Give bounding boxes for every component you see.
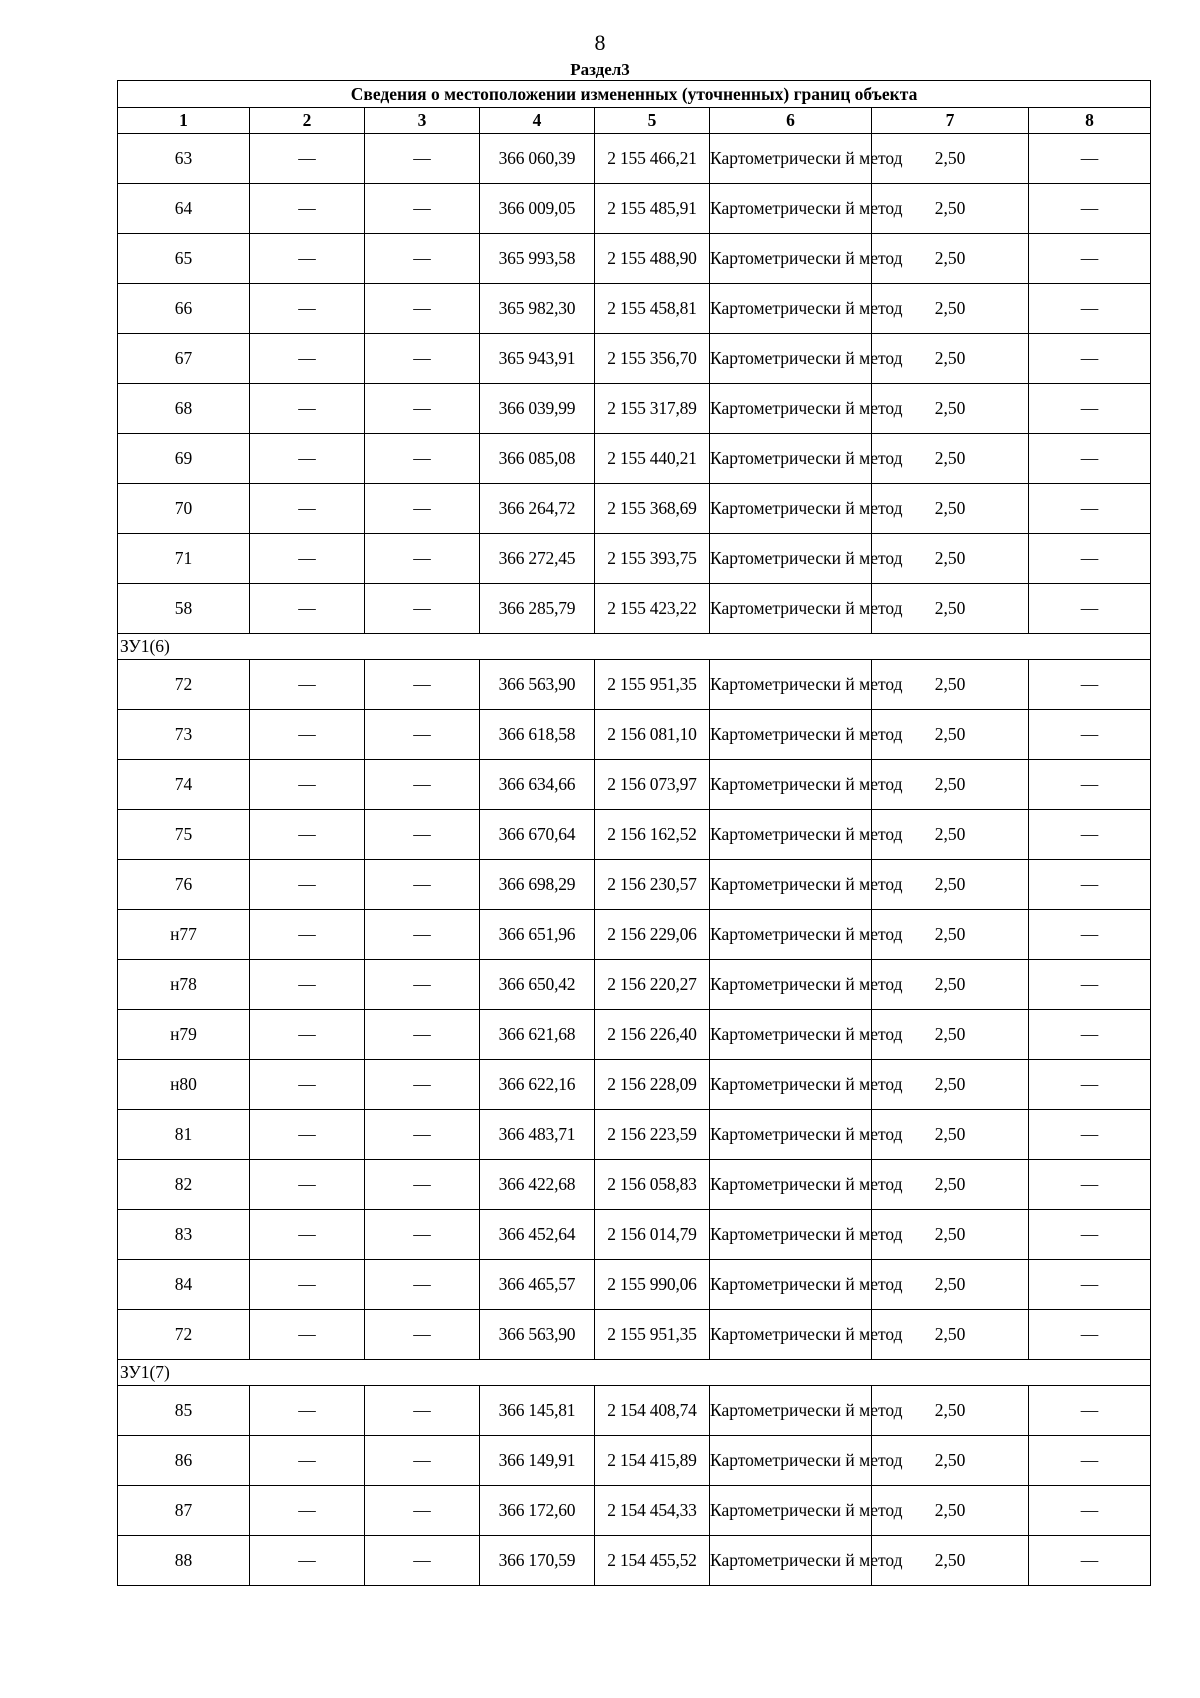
- section-title: Раздел3: [570, 60, 630, 79]
- accuracy-cell: 2,50: [872, 1210, 1029, 1260]
- column-8-cell: —: [1029, 1010, 1151, 1060]
- column-number: 1: [118, 108, 250, 134]
- column-2-cell: —: [250, 860, 365, 910]
- point-id-cell: 83: [118, 1210, 250, 1260]
- column-3-cell: —: [365, 334, 480, 384]
- x-coordinate-cell: 366 170,59: [480, 1536, 595, 1586]
- y-coordinate-cell: 2 155 951,35: [595, 1310, 710, 1360]
- x-coordinate-cell: 366 172,60: [480, 1486, 595, 1536]
- column-2-cell: —: [250, 710, 365, 760]
- table-row: [118, 1210, 1151, 1260]
- table-row: [118, 534, 1151, 584]
- column-2-cell: —: [250, 1010, 365, 1060]
- method-cell: Картометрически й метод: [710, 334, 872, 384]
- method-cell: Картометрически й метод: [710, 134, 872, 184]
- x-coordinate-cell: 366 634,66: [480, 760, 595, 810]
- y-coordinate-cell: 2 154 415,89: [595, 1436, 710, 1486]
- x-coordinate-cell: 366 264,72: [480, 484, 595, 534]
- column-3-cell: —: [365, 134, 480, 184]
- column-8-cell: —: [1029, 860, 1151, 910]
- column-2-cell: —: [250, 384, 365, 434]
- point-id-cell: 65: [118, 234, 250, 284]
- accuracy-cell: 2,50: [872, 1486, 1029, 1536]
- table-row: [118, 384, 1151, 434]
- point-id-cell: 64: [118, 184, 250, 234]
- x-coordinate-cell: 366 621,68: [480, 1010, 595, 1060]
- accuracy-cell: 2,50: [872, 1010, 1029, 1060]
- column-number-row: [118, 108, 1151, 134]
- y-coordinate-cell: 2 155 466,21: [595, 134, 710, 184]
- y-coordinate-cell: 2 156 081,10: [595, 710, 710, 760]
- y-coordinate-cell: 2 156 228,09: [595, 1060, 710, 1110]
- method-cell: Картометрически й метод: [710, 284, 872, 334]
- accuracy-cell: 2,50: [872, 284, 1029, 334]
- y-coordinate-cell: 2 155 440,21: [595, 434, 710, 484]
- point-id-cell: 63: [118, 134, 250, 184]
- column-2-cell: —: [250, 1260, 365, 1310]
- column-8-cell: —: [1029, 1536, 1151, 1586]
- column-8-cell: —: [1029, 1486, 1151, 1536]
- method-cell: Картометрически й метод: [710, 234, 872, 284]
- method-cell: Картометрически й метод: [710, 1486, 872, 1536]
- column-3-cell: —: [365, 1486, 480, 1536]
- group-label: ЗУ1(6): [118, 634, 1151, 660]
- table-row: [118, 1486, 1151, 1536]
- x-coordinate-cell: 366 563,90: [480, 1310, 595, 1360]
- point-id-cell: 85: [118, 1386, 250, 1436]
- column-3-cell: —: [365, 960, 480, 1010]
- column-2-cell: —: [250, 284, 365, 334]
- column-2-cell: —: [250, 434, 365, 484]
- method-cell: Картометрически й метод: [710, 960, 872, 1010]
- y-coordinate-cell: 2 154 408,74: [595, 1386, 710, 1436]
- accuracy-cell: 2,50: [872, 910, 1029, 960]
- x-coordinate-cell: 366 060,39: [480, 134, 595, 184]
- column-8-cell: —: [1029, 234, 1151, 284]
- table-row: [118, 184, 1151, 234]
- table-row: [118, 810, 1151, 860]
- method-cell: Картометрически й метод: [710, 810, 872, 860]
- y-coordinate-cell: 2 155 485,91: [595, 184, 710, 234]
- method-cell: Картометрически й метод: [710, 910, 872, 960]
- table-row: [118, 134, 1151, 184]
- column-3-cell: —: [365, 810, 480, 860]
- column-8-cell: —: [1029, 1160, 1151, 1210]
- point-id-cell: 75: [118, 810, 250, 860]
- method-cell: Картометрически й метод: [710, 1310, 872, 1360]
- accuracy-cell: 2,50: [872, 960, 1029, 1010]
- boundary-coordinates-table: [117, 80, 1151, 1586]
- y-coordinate-cell: 2 154 455,52: [595, 1536, 710, 1586]
- column-2-cell: —: [250, 1310, 365, 1360]
- table-row: [118, 1536, 1151, 1586]
- table-row: [118, 760, 1151, 810]
- table-row: [118, 1386, 1151, 1436]
- column-3-cell: —: [365, 1060, 480, 1110]
- column-8-cell: —: [1029, 534, 1151, 584]
- y-coordinate-cell: 2 156 058,83: [595, 1160, 710, 1210]
- point-id-cell: 81: [118, 1110, 250, 1160]
- point-id-cell: н77: [118, 910, 250, 960]
- method-cell: Картометрически й метод: [710, 1060, 872, 1110]
- y-coordinate-cell: 2 156 229,06: [595, 910, 710, 960]
- y-coordinate-cell: 2 155 951,35: [595, 660, 710, 710]
- column-3-cell: —: [365, 434, 480, 484]
- column-8-cell: —: [1029, 660, 1151, 710]
- y-coordinate-cell: 2 156 014,79: [595, 1210, 710, 1260]
- table-row: [118, 1060, 1151, 1110]
- accuracy-cell: 2,50: [872, 1436, 1029, 1486]
- column-8-cell: —: [1029, 760, 1151, 810]
- x-coordinate-cell: 366 452,64: [480, 1210, 595, 1260]
- table-row: [118, 1260, 1151, 1310]
- column-3-cell: —: [365, 860, 480, 910]
- table-row: [118, 1110, 1151, 1160]
- column-3-cell: —: [365, 1160, 480, 1210]
- table-caption: Сведения о местоположении измененных (уточненных) границ объекта: [118, 81, 1151, 108]
- column-3-cell: —: [365, 284, 480, 334]
- table-row: [118, 484, 1151, 534]
- column-3-cell: —: [365, 1110, 480, 1160]
- method-cell: Картометрически й метод: [710, 710, 872, 760]
- column-3-cell: —: [365, 184, 480, 234]
- accuracy-cell: 2,50: [872, 234, 1029, 284]
- table-row: [118, 960, 1151, 1010]
- column-2-cell: —: [250, 1060, 365, 1110]
- column-2-cell: —: [250, 134, 365, 184]
- x-coordinate-cell: 366 651,96: [480, 910, 595, 960]
- x-coordinate-cell: 366 272,45: [480, 534, 595, 584]
- table-row: [118, 910, 1151, 960]
- table-row: [118, 434, 1151, 484]
- accuracy-cell: 2,50: [872, 184, 1029, 234]
- accuracy-cell: 2,50: [872, 584, 1029, 634]
- column-2-cell: —: [250, 334, 365, 384]
- column-3-cell: —: [365, 1260, 480, 1310]
- point-id-cell: н79: [118, 1010, 250, 1060]
- table-row: [118, 1160, 1151, 1210]
- column-number: 8: [1029, 108, 1151, 134]
- y-coordinate-cell: 2 156 162,52: [595, 810, 710, 860]
- column-2-cell: —: [250, 234, 365, 284]
- column-8-cell: —: [1029, 1060, 1151, 1110]
- accuracy-cell: 2,50: [872, 534, 1029, 584]
- y-coordinate-cell: 2 156 220,27: [595, 960, 710, 1010]
- method-cell: Картометрически й метод: [710, 1436, 872, 1486]
- column-number: 4: [480, 108, 595, 134]
- column-8-cell: —: [1029, 1310, 1151, 1360]
- column-3-cell: —: [365, 1436, 480, 1486]
- column-3-cell: —: [365, 1386, 480, 1436]
- column-3-cell: —: [365, 910, 480, 960]
- column-2-cell: —: [250, 760, 365, 810]
- x-coordinate-cell: 366 422,68: [480, 1160, 595, 1210]
- method-cell: Картометрически й метод: [710, 584, 872, 634]
- point-id-cell: 70: [118, 484, 250, 534]
- x-coordinate-cell: 366 618,58: [480, 710, 595, 760]
- accuracy-cell: 2,50: [872, 1386, 1029, 1436]
- x-coordinate-cell: 365 943,91: [480, 334, 595, 384]
- column-number: 7: [872, 108, 1029, 134]
- accuracy-cell: 2,50: [872, 1060, 1029, 1110]
- x-coordinate-cell: 366 149,91: [480, 1436, 595, 1486]
- y-coordinate-cell: 2 155 368,69: [595, 484, 710, 534]
- table-row: [118, 1310, 1151, 1360]
- point-id-cell: 58: [118, 584, 250, 634]
- method-cell: Картометрически й метод: [710, 1536, 872, 1586]
- column-8-cell: —: [1029, 434, 1151, 484]
- y-coordinate-cell: 2 156 223,59: [595, 1110, 710, 1160]
- y-coordinate-cell: 2 155 990,06: [595, 1260, 710, 1310]
- method-cell: Картометрически й метод: [710, 384, 872, 434]
- column-8-cell: —: [1029, 910, 1151, 960]
- column-8-cell: —: [1029, 810, 1151, 860]
- point-id-cell: 82: [118, 1160, 250, 1210]
- column-3-cell: —: [365, 1536, 480, 1586]
- accuracy-cell: 2,50: [872, 134, 1029, 184]
- accuracy-cell: 2,50: [872, 1310, 1029, 1360]
- column-8-cell: —: [1029, 184, 1151, 234]
- point-id-cell: 66: [118, 284, 250, 334]
- column-number: 3: [365, 108, 480, 134]
- column-8-cell: —: [1029, 484, 1151, 534]
- y-coordinate-cell: 2 155 393,75: [595, 534, 710, 584]
- method-cell: Картометрически й метод: [710, 1210, 872, 1260]
- y-coordinate-cell: 2 155 423,22: [595, 584, 710, 634]
- column-3-cell: —: [365, 760, 480, 810]
- column-8-cell: —: [1029, 1260, 1151, 1310]
- x-coordinate-cell: 366 563,90: [480, 660, 595, 710]
- table-row: [118, 860, 1151, 910]
- group-row: [118, 634, 1151, 660]
- column-3-cell: —: [365, 1010, 480, 1060]
- column-8-cell: —: [1029, 384, 1151, 434]
- point-id-cell: 87: [118, 1486, 250, 1536]
- method-cell: Картометрически й метод: [710, 1260, 872, 1310]
- column-3-cell: —: [365, 534, 480, 584]
- x-coordinate-cell: 366 650,42: [480, 960, 595, 1010]
- table-row: [118, 334, 1151, 384]
- point-id-cell: 71: [118, 534, 250, 584]
- x-coordinate-cell: 366 465,57: [480, 1260, 595, 1310]
- column-2-cell: —: [250, 534, 365, 584]
- column-2-cell: —: [250, 1486, 365, 1536]
- column-2-cell: —: [250, 1160, 365, 1210]
- column-3-cell: —: [365, 584, 480, 634]
- method-cell: Картометрически й метод: [710, 1386, 872, 1436]
- group-row: [118, 1360, 1151, 1386]
- x-coordinate-cell: 366 483,71: [480, 1110, 595, 1160]
- y-coordinate-cell: 2 155 458,81: [595, 284, 710, 334]
- x-coordinate-cell: 366 698,29: [480, 860, 595, 910]
- y-coordinate-cell: 2 156 230,57: [595, 860, 710, 910]
- column-number: 2: [250, 108, 365, 134]
- accuracy-cell: 2,50: [872, 860, 1029, 910]
- column-3-cell: —: [365, 1210, 480, 1260]
- y-coordinate-cell: 2 154 454,33: [595, 1486, 710, 1536]
- x-coordinate-cell: 366 145,81: [480, 1386, 595, 1436]
- accuracy-cell: 2,50: [872, 384, 1029, 434]
- column-3-cell: —: [365, 484, 480, 534]
- accuracy-cell: 2,50: [872, 810, 1029, 860]
- column-2-cell: —: [250, 1436, 365, 1486]
- column-2-cell: —: [250, 660, 365, 710]
- column-number: 6: [710, 108, 872, 134]
- method-cell: Картометрически й метод: [710, 1010, 872, 1060]
- accuracy-cell: 2,50: [872, 1260, 1029, 1310]
- x-coordinate-cell: 366 009,05: [480, 184, 595, 234]
- table-row: [118, 584, 1151, 634]
- column-2-cell: —: [250, 584, 365, 634]
- accuracy-cell: 2,50: [872, 1160, 1029, 1210]
- point-id-cell: 84: [118, 1260, 250, 1310]
- point-id-cell: н80: [118, 1060, 250, 1110]
- table-row: [118, 284, 1151, 334]
- column-2-cell: —: [250, 1210, 365, 1260]
- column-3-cell: —: [365, 384, 480, 434]
- accuracy-cell: 2,50: [872, 1536, 1029, 1586]
- x-coordinate-cell: 366 622,16: [480, 1060, 595, 1110]
- column-2-cell: —: [250, 1386, 365, 1436]
- column-8-cell: —: [1029, 1436, 1151, 1486]
- column-8-cell: —: [1029, 284, 1151, 334]
- column-8-cell: —: [1029, 710, 1151, 760]
- point-id-cell: 88: [118, 1536, 250, 1586]
- column-2-cell: —: [250, 1536, 365, 1586]
- column-3-cell: —: [365, 710, 480, 760]
- x-coordinate-cell: 365 993,58: [480, 234, 595, 284]
- column-8-cell: —: [1029, 334, 1151, 384]
- column-8-cell: —: [1029, 134, 1151, 184]
- method-cell: Картометрически й метод: [710, 860, 872, 910]
- column-2-cell: —: [250, 184, 365, 234]
- column-8-cell: —: [1029, 1210, 1151, 1260]
- column-8-cell: —: [1029, 1110, 1151, 1160]
- method-cell: Картометрически й метод: [710, 534, 872, 584]
- method-cell: Картометрически й метод: [710, 184, 872, 234]
- column-8-cell: —: [1029, 584, 1151, 634]
- table-row: [118, 1010, 1151, 1060]
- accuracy-cell: 2,50: [872, 660, 1029, 710]
- column-2-cell: —: [250, 910, 365, 960]
- point-id-cell: 72: [118, 1310, 250, 1360]
- column-2-cell: —: [250, 810, 365, 860]
- point-id-cell: 69: [118, 434, 250, 484]
- method-cell: Картометрически й метод: [710, 1160, 872, 1210]
- y-coordinate-cell: 2 156 073,97: [595, 760, 710, 810]
- accuracy-cell: 2,50: [872, 484, 1029, 534]
- method-cell: Картометрически й метод: [710, 484, 872, 534]
- column-2-cell: —: [250, 484, 365, 534]
- point-id-cell: 74: [118, 760, 250, 810]
- x-coordinate-cell: 365 982,30: [480, 284, 595, 334]
- accuracy-cell: 2,50: [872, 334, 1029, 384]
- column-3-cell: —: [365, 234, 480, 284]
- column-number: 5: [595, 108, 710, 134]
- column-2-cell: —: [250, 1110, 365, 1160]
- table-row: [118, 234, 1151, 284]
- method-cell: Картометрически й метод: [710, 660, 872, 710]
- point-id-cell: 72: [118, 660, 250, 710]
- point-id-cell: 86: [118, 1436, 250, 1486]
- y-coordinate-cell: 2 156 226,40: [595, 1010, 710, 1060]
- column-3-cell: —: [365, 1310, 480, 1360]
- column-8-cell: —: [1029, 960, 1151, 1010]
- table-row: [118, 710, 1151, 760]
- y-coordinate-cell: 2 155 356,70: [595, 334, 710, 384]
- x-coordinate-cell: 366 085,08: [480, 434, 595, 484]
- x-coordinate-cell: 366 670,64: [480, 810, 595, 860]
- method-cell: Картометрически й метод: [710, 760, 872, 810]
- page-number: 8: [594, 30, 606, 55]
- accuracy-cell: 2,50: [872, 434, 1029, 484]
- table-body: [118, 134, 1151, 1586]
- accuracy-cell: 2,50: [872, 760, 1029, 810]
- y-coordinate-cell: 2 155 317,89: [595, 384, 710, 434]
- method-cell: Картометрически й метод: [710, 1110, 872, 1160]
- table-row: [118, 660, 1151, 710]
- point-id-cell: 73: [118, 710, 250, 760]
- point-id-cell: н78: [118, 960, 250, 1010]
- accuracy-cell: 2,50: [872, 710, 1029, 760]
- column-3-cell: —: [365, 660, 480, 710]
- group-label: ЗУ1(7): [118, 1360, 1151, 1386]
- point-id-cell: 76: [118, 860, 250, 910]
- point-id-cell: 67: [118, 334, 250, 384]
- accuracy-cell: 2,50: [872, 1110, 1029, 1160]
- column-8-cell: —: [1029, 1386, 1151, 1436]
- column-2-cell: —: [250, 960, 365, 1010]
- method-cell: Картометрически й метод: [710, 434, 872, 484]
- y-coordinate-cell: 2 155 488,90: [595, 234, 710, 284]
- x-coordinate-cell: 366 039,99: [480, 384, 595, 434]
- x-coordinate-cell: 366 285,79: [480, 584, 595, 634]
- table-row: [118, 1436, 1151, 1486]
- point-id-cell: 68: [118, 384, 250, 434]
